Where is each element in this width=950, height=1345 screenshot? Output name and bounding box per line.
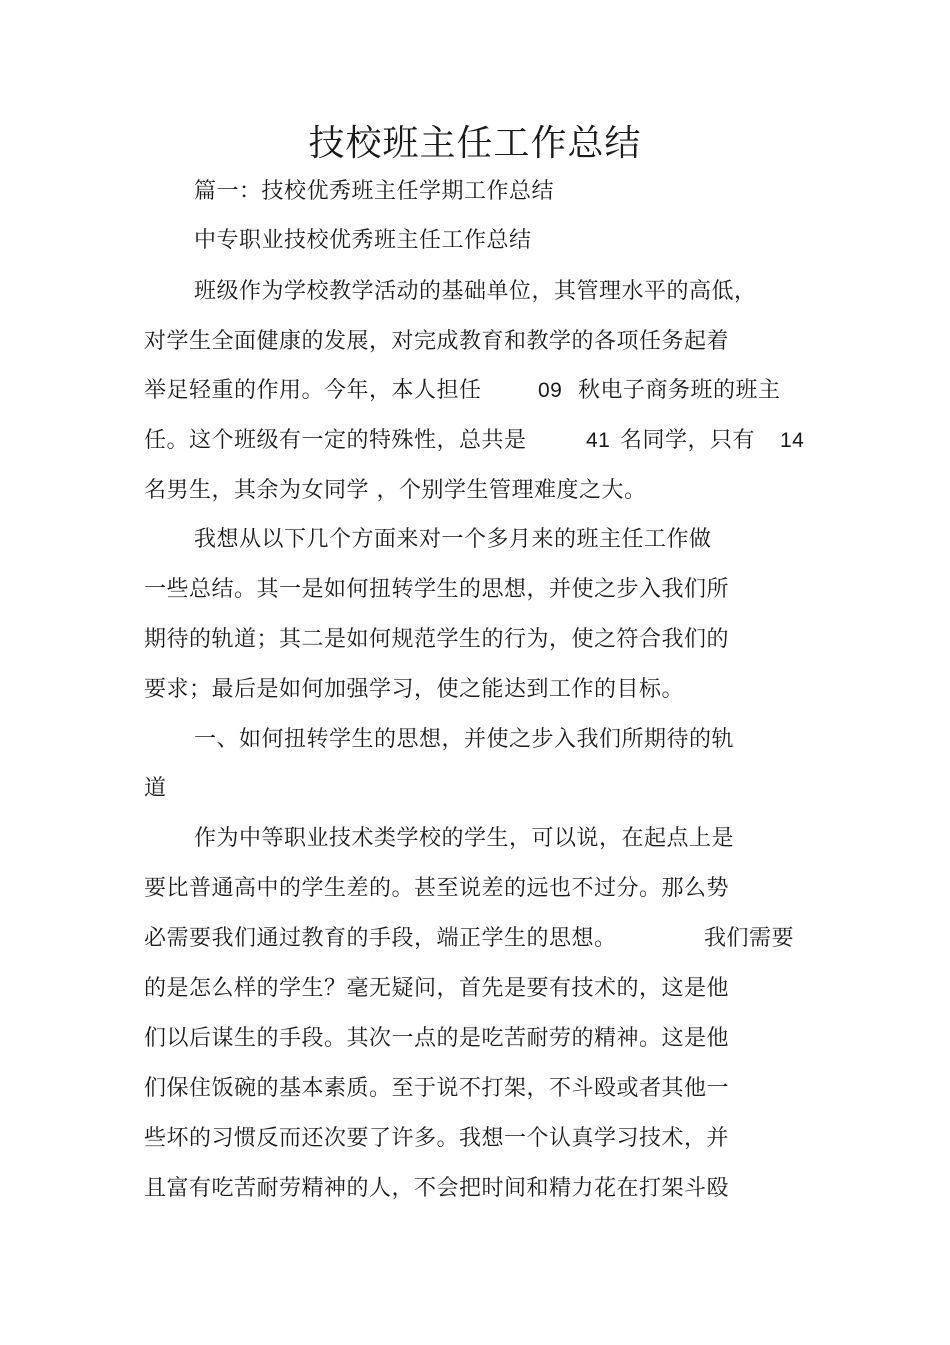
paragraph-1-line-4-b: 名同学，只有 — [620, 428, 756, 453]
paragraph-2-line-3: 期待的轨道；其二是如何规范学生的行为，使之符合我们的 — [144, 627, 730, 652]
class-year-number: 09 — [538, 379, 563, 402]
paragraph-1-line-4-a: 任。这个班级有一定的特殊性，总共是 — [144, 428, 527, 453]
paragraph-3-line-1: 作为中等职业技术类学校的学生，可以说，在起点上是 — [194, 826, 735, 851]
paragraph-1-line-3-a: 举足轻重的作用。今年，本人担任 — [144, 378, 482, 403]
paragraph-3-line-3-a: 必需要我们通过教育的手段，端正学生的思想。 — [144, 926, 617, 951]
subtitle-2: 中专职业技校优秀班主任工作总结 — [194, 228, 532, 253]
paragraph-2-line-1: 我想从以下几个方面来对一个多月来的班主任工作做 — [194, 527, 712, 552]
student-count-number: 41 — [586, 429, 611, 452]
paragraph-2-line-4: 要求；最后是如何加强学习，使之能达到工作的目标。 — [144, 677, 685, 702]
section-heading-1-line-2: 道 — [144, 776, 167, 801]
paragraph-3-line-7: 些坏的习惯反而还次要了许多。我想一个认真学习技术，并 — [144, 1126, 730, 1151]
section-heading-1-line-1: 一、如何扭转学生的思想，并使之步入我们所期待的轨 — [194, 727, 735, 752]
document-title: 技校班主任工作总结 — [308, 123, 642, 164]
paragraph-1-line-3-b: 秋电子商务班的班主 — [578, 378, 781, 403]
paragraph-1-line-5: 名男生，其余为女同学 ，个别学生管理难度之大。 — [144, 478, 647, 503]
paragraph-1-line-1: 班级作为学校教学活动的基础单位，其管理水平的高低， — [194, 279, 757, 304]
paragraph-1-line-2: 对学生全面健康的发展，对完成教育和教学的各项任务起着 — [144, 329, 730, 354]
subtitle-1: 篇一：技校优秀班主任学期工作总结 — [194, 179, 555, 204]
paragraph-3-line-6: 们保住饭碗的基本素质。至于说不打架，不斗殴或者其他一 — [144, 1076, 730, 1101]
paragraph-3-line-2: 要比普通高中的学生差的。甚至说差的远也不过分。那么势 — [144, 876, 730, 901]
paragraph-3-line-8: 且富有吃苦耐劳精神的人，不会把时间和精力花在打架斗殴 — [144, 1176, 730, 1201]
paragraph-3-line-5: 们以后谋生的手段。其次一点的是吃苦耐劳的精神。这是他 — [144, 1026, 730, 1051]
male-count-number: 14 — [780, 429, 805, 452]
paragraph-3-line-4: 的是怎么样的学生？毫无疑问，首先是要有技术的，这是他 — [144, 976, 730, 1001]
paragraph-3-line-3-b: 我们需要 — [704, 926, 795, 951]
paragraph-2-line-2: 一些总结。其一是如何扭转学生的思想，并使之步入我们所 — [144, 577, 730, 602]
